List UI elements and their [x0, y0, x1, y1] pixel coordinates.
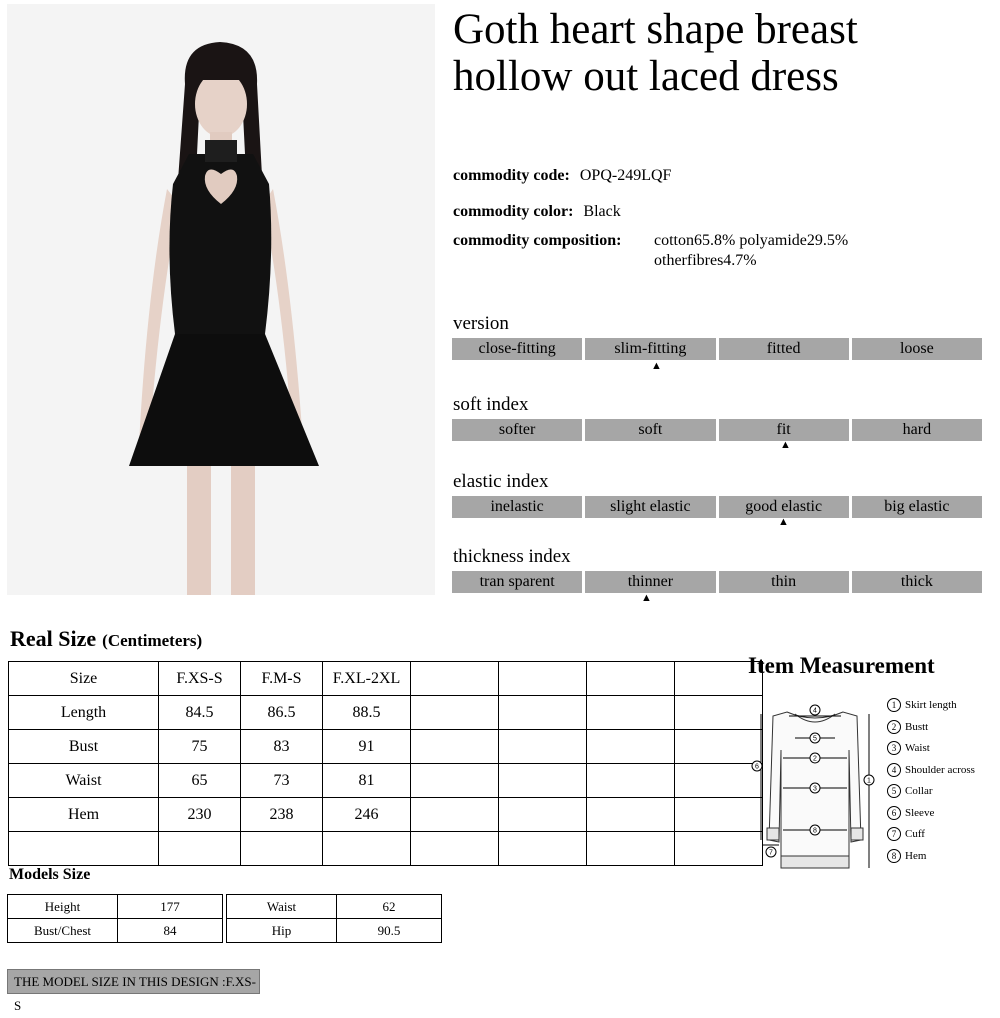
table-cell — [9, 832, 159, 866]
legend-label: Shoulder across — [905, 763, 975, 776]
table-cell: Bust/Chest — [8, 919, 118, 943]
thickness-index-option: thick — [852, 571, 982, 593]
thickness-index-marker-icon: ▲ — [641, 592, 652, 604]
table-cell — [411, 798, 499, 832]
legend-label: Skirt length — [905, 699, 957, 711]
table-cell — [587, 798, 675, 832]
table-cell: 65 — [159, 764, 241, 798]
table-cell — [587, 730, 675, 764]
legend-label: Hem — [905, 849, 927, 862]
thickness-index-scale — [452, 571, 982, 593]
table-row — [8, 919, 223, 943]
elastic-index-option: inelastic — [452, 496, 582, 518]
model-size-note: THE MODEL SIZE IN THIS DESIGN :F.XS-S — [7, 969, 260, 994]
soft-index-marker-icon: ▲ — [780, 439, 791, 451]
version-option: loose — [852, 338, 982, 360]
product-title — [453, 6, 993, 100]
real-size-title — [10, 626, 202, 652]
legend-item — [887, 784, 975, 806]
elastic-index-marker-icon: ▲ — [778, 516, 789, 528]
size-table — [8, 661, 763, 866]
legend-item — [887, 698, 975, 720]
table-cell — [499, 798, 587, 832]
table-cell — [587, 696, 675, 730]
table-row — [9, 798, 763, 832]
svg-text:5: 5 — [813, 735, 817, 743]
table-cell — [499, 832, 587, 866]
table-cell: Waist — [227, 895, 337, 919]
legend-label: Sleeve — [905, 806, 935, 819]
table-row — [9, 832, 763, 866]
real-size-heading: Real Size — [10, 626, 97, 651]
table-cell: F.M-S — [241, 662, 323, 696]
table-cell — [499, 696, 587, 730]
commodity-code-value: OPQ-249LQF — [579, 167, 672, 184]
table-cell — [499, 730, 587, 764]
table-row — [9, 730, 763, 764]
table-cell: Waist — [9, 764, 159, 798]
table-cell: 84.5 — [159, 696, 241, 730]
legend-label: Collar — [905, 785, 933, 797]
legend-number: 8 — [887, 849, 901, 863]
version-option: slim-fitting — [585, 338, 715, 360]
table-cell — [411, 764, 499, 798]
table-cell: 90.5 — [337, 919, 442, 943]
legend-label: Cuff — [905, 828, 925, 840]
table-cell — [411, 696, 499, 730]
models-table-left — [7, 894, 223, 943]
svg-text:3: 3 — [813, 785, 817, 793]
product-title-line2: hollow out laced dress — [453, 53, 839, 100]
table-cell: 88.5 — [323, 696, 411, 730]
table-cell: Hem — [9, 798, 159, 832]
composition-line2: otherfibres4.7% — [654, 252, 757, 269]
table-cell: 73 — [241, 764, 323, 798]
table-cell: 246 — [323, 798, 411, 832]
commodity-color-label: commodity color: — [453, 203, 574, 220]
elastic-index-option: slight elastic — [585, 496, 715, 518]
version-option: close-fitting — [452, 338, 582, 360]
table-cell — [411, 832, 499, 866]
table-cell: 62 — [337, 895, 442, 919]
thickness-index-option: thinner — [585, 571, 715, 593]
table-cell: 238 — [241, 798, 323, 832]
table-cell — [411, 730, 499, 764]
soft-index-title: soft index — [453, 394, 529, 415]
table-cell — [587, 764, 675, 798]
item-measurement-title: Item Measurement — [748, 653, 935, 678]
legend-number: 7 — [887, 827, 901, 841]
real-size-unit: (Centimeters) — [102, 631, 203, 650]
table-row — [227, 895, 442, 919]
table-cell — [323, 832, 411, 866]
table-cell — [587, 662, 675, 696]
legend-number: 2 — [887, 720, 901, 734]
table-cell — [241, 832, 323, 866]
version-option: fitted — [719, 338, 849, 360]
commodity-composition-value — [654, 232, 848, 270]
table-cell: 83 — [241, 730, 323, 764]
table-cell: 84 — [118, 919, 223, 943]
table-row — [9, 662, 763, 696]
soft-index-option: fit — [719, 419, 849, 441]
table-cell: 230 — [159, 798, 241, 832]
legend-label: Waist — [905, 742, 930, 754]
commodity-color-value: Black — [583, 203, 621, 220]
legend-number: 6 — [887, 806, 901, 820]
commodity-composition-label: commodity composition: — [453, 232, 622, 249]
legend-item — [887, 763, 975, 785]
svg-text:1: 1 — [867, 777, 871, 785]
table-cell: 86.5 — [241, 696, 323, 730]
table-cell: F.XS-S — [159, 662, 241, 696]
table-cell: Size — [9, 662, 159, 696]
thickness-index-title: thickness index — [453, 546, 571, 567]
legend-item — [887, 741, 975, 763]
elastic-index-option: good elastic — [719, 496, 849, 518]
soft-index-scale — [452, 419, 982, 441]
table-cell: 75 — [159, 730, 241, 764]
table-row — [9, 696, 763, 730]
svg-text:6: 6 — [755, 763, 759, 771]
legend-number: 1 — [887, 698, 901, 712]
table-cell: Hip — [227, 919, 337, 943]
table-cell: 81 — [323, 764, 411, 798]
commodity-color-row — [453, 203, 621, 221]
legend-label: Bustt — [905, 720, 929, 733]
composition-line1: cotton65.8% polyamide29.5% — [654, 232, 849, 249]
elastic-index-option: big elastic — [852, 496, 982, 518]
commodity-code-row — [453, 167, 671, 185]
legend-number: 5 — [887, 784, 901, 798]
elastic-index-title: elastic index — [453, 471, 549, 492]
commodity-code-label: commodity code: — [453, 167, 570, 184]
table-cell: Bust — [9, 730, 159, 764]
table-cell: F.XL-2XL — [323, 662, 411, 696]
table-cell: Height — [8, 895, 118, 919]
version-marker-icon: ▲ — [651, 360, 662, 372]
models-size-title: Models Size — [9, 866, 91, 883]
table-cell — [159, 832, 241, 866]
legend-number: 3 — [887, 741, 901, 755]
table-cell — [499, 662, 587, 696]
thickness-index-option: thin — [719, 571, 849, 593]
table-cell: 91 — [323, 730, 411, 764]
measurement-legend — [887, 698, 975, 870]
legend-item — [887, 827, 975, 849]
table-row — [227, 919, 442, 943]
table-row — [8, 895, 223, 919]
table-row — [9, 764, 763, 798]
thickness-index-option: tran sparent — [452, 571, 582, 593]
svg-text:7: 7 — [769, 849, 773, 857]
commodity-composition-row — [453, 232, 621, 250]
models-table-right — [226, 894, 442, 943]
svg-text:4: 4 — [813, 707, 817, 715]
legend-item — [887, 720, 975, 742]
product-title-line1: Goth heart shape breast — [453, 6, 858, 53]
svg-text:2: 2 — [813, 755, 817, 763]
table-cell — [587, 832, 675, 866]
legend-item — [887, 806, 975, 828]
product-photo — [7, 4, 435, 595]
soft-index-option: hard — [852, 419, 982, 441]
soft-index-option: soft — [585, 419, 715, 441]
table-cell: Length — [9, 696, 159, 730]
soft-index-option: softer — [452, 419, 582, 441]
svg-text:8: 8 — [813, 827, 817, 835]
table-cell: 177 — [118, 895, 223, 919]
table-cell — [411, 662, 499, 696]
table-cell — [499, 764, 587, 798]
elastic-index-scale — [452, 496, 982, 518]
legend-number: 4 — [887, 763, 901, 777]
version-scale — [452, 338, 982, 360]
legend-item — [887, 849, 975, 871]
measurement-diagram — [745, 690, 885, 878]
version-title: version — [453, 313, 509, 334]
